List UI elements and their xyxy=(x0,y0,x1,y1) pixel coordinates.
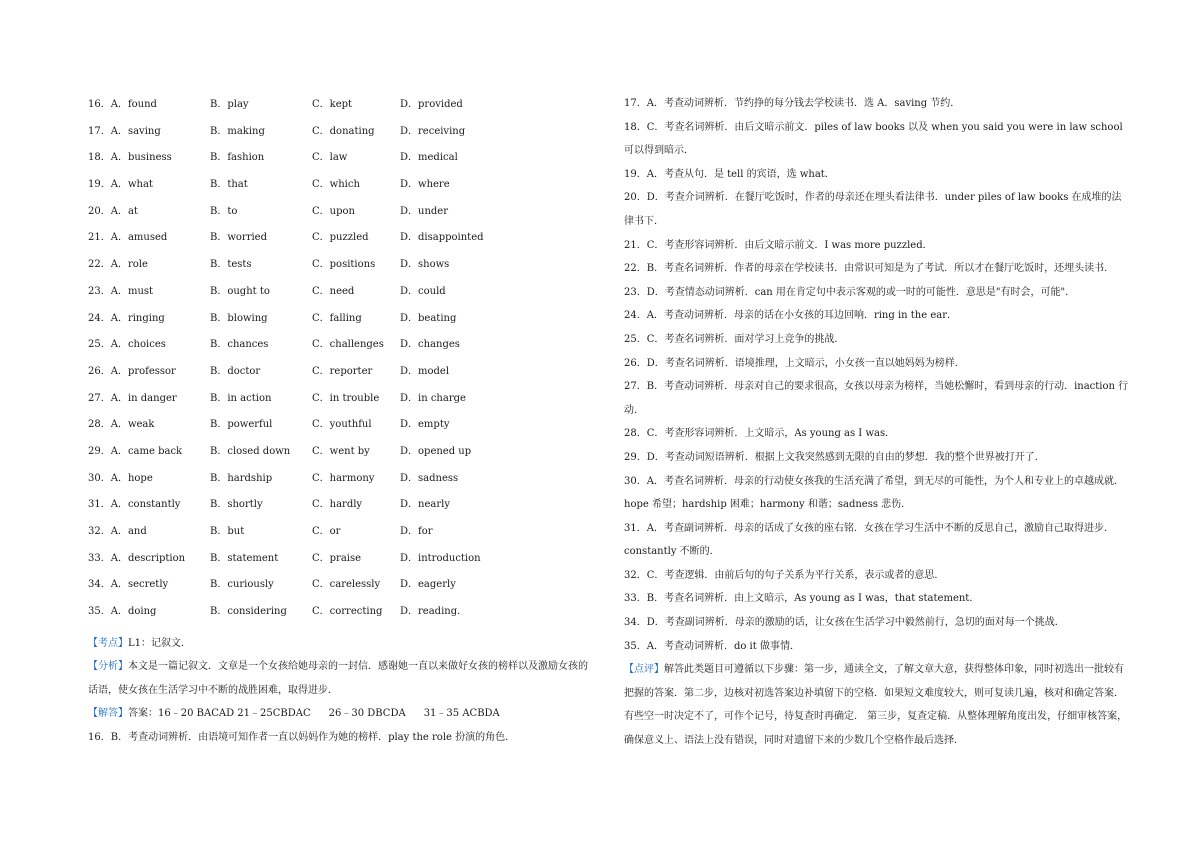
option-d: D．receiving xyxy=(400,125,466,137)
question-number: 16． xyxy=(88,99,111,110)
question-row xyxy=(88,306,588,333)
option-a xyxy=(88,412,154,439)
option-d: D．opened up xyxy=(400,445,472,457)
option-d: D．shows xyxy=(400,259,450,271)
explanation-item: 20．D．考查介词辨析．在餐厅吃饭时，作者的母亲还在埋头看法律书．under piles of law books 在成堆的法律书下． xyxy=(624,192,1122,227)
question-row xyxy=(88,225,588,252)
question-row xyxy=(88,519,588,546)
dianping-text: 解答此类题目可遵循以下步骤：第一步，通读全文，了解文章大意，获得整体印象，同时初选出一批较有把握的答案．第二步，边核对初选答案边补填留下的空格．如果短文难度较大，则可复读几遍，核对和确定答案．有些空一时决定不了，可作个记号，待复查时再确定． 第三步，复查定稿．从整体理解角度出发，仔细审核答案，确保意义上、语法上没有错误，同时对遗留下来的少数几个空格作最后选择． xyxy=(624,664,1128,747)
explanation-item: 21．C．考查形容词辨析．由后文暗示前文．I was more puzzled． xyxy=(624,239,933,251)
jieda-para xyxy=(88,702,588,726)
option-a-text: A．role xyxy=(110,259,148,271)
jieda-group-3: 31﹣35 ACBDA xyxy=(423,708,500,720)
option-a-text: A．professor xyxy=(110,365,176,377)
fenxi-para xyxy=(88,655,588,702)
question-number: 19． xyxy=(88,179,111,191)
option-a-text: A．ringing xyxy=(110,312,165,324)
question-number: 31． xyxy=(88,499,111,511)
option-c: C．falling xyxy=(312,312,362,324)
option-a-text: A．hope xyxy=(110,472,153,484)
option-b: B．blowing xyxy=(210,312,268,324)
explanation-item: 22．B．考查名词辨析．作者的母亲在学校读书．由常识可知是为了考试．所以才在餐厅吃饭时，还埋头读书． xyxy=(624,263,1115,275)
option-a xyxy=(88,359,176,386)
jieda-group-1: 16﹣20 BACAD 21﹣25CBDAC xyxy=(158,708,311,720)
explanation-item: 34．D．考查副词辨析．母亲的激励的话，让女孩在生活学习中毅然前行，急切的面对每一个挑战． xyxy=(624,617,1065,629)
option-b: B．statement xyxy=(210,552,279,564)
option-a-text: A．business xyxy=(110,152,172,164)
option-c: C．positions xyxy=(312,259,376,271)
question-row xyxy=(88,172,588,199)
explanation-item: 27．B．考查动词辨析．母亲对自己的要求很高，女孩以母亲为榜样，当她松懈时，看到母亲的行动．inaction 行动． xyxy=(624,381,1129,416)
option-d: D．empty xyxy=(400,419,450,431)
explanation-item: 17．A．考查动词辨析．节约挣的每分钱去学校读书．选 A．saving 节约． xyxy=(624,98,961,109)
explanation-item: 19．A．考查从句．是 tell 的宾语，选 what． xyxy=(624,168,835,180)
question-number: 27． xyxy=(88,392,111,404)
option-a xyxy=(88,466,153,493)
option-b: B．but xyxy=(210,526,245,537)
question-row xyxy=(88,279,588,306)
question-number: 32． xyxy=(88,526,111,537)
jieda-tag: 【解答】 xyxy=(88,708,128,720)
kaodian-text: L1：记叙文． xyxy=(128,637,192,649)
question-row xyxy=(88,466,588,493)
option-a xyxy=(88,119,161,146)
option-c: C．youthful xyxy=(312,419,372,431)
question-row xyxy=(88,412,588,439)
option-a xyxy=(88,386,177,413)
option-d: D．provided xyxy=(400,99,463,110)
explanation-item: 18．C．考查名词辨析．由后文暗示前文．piles of law books 以及 when you said you were in law school 可以得到暗示． xyxy=(624,121,1123,157)
question-number: 26． xyxy=(88,365,111,377)
option-d: D．under xyxy=(400,205,448,217)
option-b: B．hardship xyxy=(210,472,273,484)
option-a xyxy=(88,546,185,573)
question-number: 30． xyxy=(88,472,111,484)
dianping-tag: 【点评】 xyxy=(624,664,664,676)
explanation-item: 31．A．考查副词辨析．母亲的话成了女孩的座右铭．女孩在学习生活中不断的反思自己，激励自己取得进步．constantly 不断的． xyxy=(624,522,1114,558)
option-a-text: A．saving xyxy=(110,125,161,137)
option-b: B．chances xyxy=(210,339,269,351)
question-number: 17． xyxy=(88,125,111,137)
answer-section xyxy=(88,632,588,750)
option-a-text: A．secretly xyxy=(110,579,169,591)
explanation-item: 32．C．考查逻辑．由前后句的句子关系为平行关系，表示或者的意思． xyxy=(624,569,945,581)
option-c: C．in trouble xyxy=(312,392,380,404)
option-d: D．beating xyxy=(400,312,457,324)
question-row xyxy=(88,92,588,119)
explanation-item: 23．D．考查情态动词辨析．can 用在肯定句中表示客观的或一时的可能性．意思是"有时会，可能"． xyxy=(624,286,1076,298)
option-b: B．fashion xyxy=(210,152,265,164)
question-number: 20． xyxy=(88,205,111,217)
question-number: 24． xyxy=(88,312,111,324)
question-number: 34． xyxy=(88,579,111,591)
left-column xyxy=(88,92,588,749)
option-a xyxy=(88,519,147,546)
explanation-item: 30．A．考查名词辨析．母亲的行动使女孩我的生活充满了希望，到无尽的可能性，为个人和专业上的卓越成就．hope 希望；hardship 困难；harmony 和谐；sadness 悲伤． xyxy=(624,475,1124,511)
option-c: C．challenges xyxy=(312,339,384,351)
option-a-text: A．came back xyxy=(110,445,183,457)
option-b: B．making xyxy=(210,125,265,137)
question-number: 35． xyxy=(88,606,111,618)
jieda-group-2: 26﹣30 DBCDA xyxy=(328,708,406,720)
explanation-item: 35．A．考查动词辨析．do it 做事情． xyxy=(624,640,800,652)
question-number: 22． xyxy=(88,259,111,271)
option-a xyxy=(88,199,138,226)
question-row xyxy=(88,492,588,519)
explanation-item: 28．C．考查形容词辨析．上文暗示，As young as I was． xyxy=(624,428,896,440)
question-number: 23． xyxy=(88,285,111,297)
option-d: D．medical xyxy=(400,152,458,164)
question-number: 25． xyxy=(88,339,111,351)
option-a xyxy=(88,225,167,252)
option-d: D．sadness xyxy=(400,472,459,484)
option-a xyxy=(88,492,180,519)
option-d: D．model xyxy=(400,365,450,377)
option-a-text: A．weak xyxy=(110,419,155,431)
option-a xyxy=(88,279,153,306)
question-row xyxy=(88,119,588,146)
option-c: C．puzzled xyxy=(312,232,369,244)
right-column xyxy=(624,92,1129,753)
question-list xyxy=(88,92,588,626)
option-a xyxy=(88,332,166,359)
option-d: D．could xyxy=(400,285,446,297)
option-d: D．where xyxy=(400,179,450,191)
option-b: B．curiously xyxy=(210,579,274,591)
question-row xyxy=(88,439,588,466)
question-number: 33． xyxy=(88,552,111,564)
option-c: C．harmony xyxy=(312,472,375,484)
option-a-text: A．description xyxy=(110,552,186,564)
option-a-text: A．found xyxy=(110,99,157,110)
question-row xyxy=(88,199,588,226)
option-a-text: A．amused xyxy=(110,232,168,244)
question-row xyxy=(88,599,588,626)
option-b: B．play xyxy=(210,99,249,110)
question-row xyxy=(88,359,588,386)
question-number: 28． xyxy=(88,419,111,431)
option-a-text: A．choices xyxy=(110,339,166,351)
option-a xyxy=(88,439,182,466)
option-b: B．in action xyxy=(210,392,272,404)
option-a-text: A．must xyxy=(110,285,154,297)
question-row xyxy=(88,386,588,413)
option-d: D．in charge xyxy=(400,392,466,404)
option-c: C．reporter xyxy=(312,365,373,377)
option-d: D．nearly xyxy=(400,499,450,511)
option-a xyxy=(88,92,157,119)
option-c: C．donating xyxy=(312,125,375,137)
option-d: D．for xyxy=(400,526,433,537)
option-b: B．powerful xyxy=(210,419,273,431)
option-a-text: A．what xyxy=(110,179,153,191)
option-b: B．shortly xyxy=(210,499,263,511)
explanation-16: 16．B．考查动词辨析．由语境可知作者一直以妈妈作为她的榜样．play the role 扮演的角色． xyxy=(88,731,516,743)
option-b: B．considering xyxy=(210,606,287,618)
question-number: 29． xyxy=(88,445,111,457)
option-a-text: A．in danger xyxy=(110,392,177,404)
option-a-text: A．constantly xyxy=(110,499,181,511)
jieda-prefix: 答案： xyxy=(128,708,158,720)
question-row xyxy=(88,145,588,172)
option-b: B．ought to xyxy=(210,285,270,297)
option-b: B．to xyxy=(210,205,238,217)
explanation-item: 25．C．考查名词辨析．面对学习上竞争的挑战． xyxy=(624,333,845,345)
option-b: B．tests xyxy=(210,259,252,271)
explanation-item: 26．D．考查名词辨析．语境推理，上文暗示，小女孩一直以她妈妈为榜样． xyxy=(624,357,965,369)
option-d: D．disappointed xyxy=(400,232,484,244)
option-b: B．that xyxy=(210,179,248,191)
option-c: C．kept xyxy=(312,99,353,110)
option-c: C．carelessly xyxy=(312,579,381,591)
option-a-text: A．at xyxy=(110,205,138,217)
explanation-item: 33．B．考查名词辨析．由上文暗示，As young as I was，that statement． xyxy=(624,593,980,605)
option-c: C．which xyxy=(312,179,360,191)
option-a xyxy=(88,306,165,333)
fenxi-text: 本文是一篇记叙文．文章是一个女孩给她母亲的一封信．感谢她一直以来做好女孩的榜样以及激励女孩的话语，使女孩在生活学习中不断的战胜困难，取得进步． xyxy=(88,661,588,696)
question-number: 21． xyxy=(88,232,111,244)
option-c: C．need xyxy=(312,285,355,297)
option-c: C．upon xyxy=(312,205,355,217)
option-a xyxy=(88,572,168,599)
explanation-item: 29．D．考查动词短语辨析．根据上文我突然感到无限的自由的梦想．我的整个世界被打开了． xyxy=(624,451,1045,463)
question-row xyxy=(88,546,588,573)
option-c: C．or xyxy=(312,526,341,537)
option-b: B．closed down xyxy=(210,445,291,457)
question-row xyxy=(88,332,588,359)
option-c: C．went by xyxy=(312,445,370,457)
option-c: C．correcting xyxy=(312,606,383,618)
option-d: D．introduction xyxy=(400,552,481,564)
option-d: D．eagerly xyxy=(400,579,456,591)
option-b: B．doctor xyxy=(210,365,261,377)
option-a xyxy=(88,599,156,626)
explanation-item: 24．A．考查动词辨析．母亲的话在小女孩的耳边回响．ring in the ear． xyxy=(624,310,957,322)
option-c: C．hardly xyxy=(312,499,363,511)
kaodian-tag: 【考点】 xyxy=(88,637,128,649)
option-a xyxy=(88,172,153,199)
option-a xyxy=(88,145,172,172)
dianping-para xyxy=(624,658,1129,752)
explanation-list xyxy=(624,92,1129,658)
option-b: B．worried xyxy=(210,232,268,244)
option-a xyxy=(88,252,148,279)
option-d: D．changes xyxy=(400,339,460,351)
option-c: C．law xyxy=(312,152,348,164)
question-number: 18． xyxy=(88,152,111,164)
option-a-text: A．doing xyxy=(110,606,157,618)
option-a-text: A．and xyxy=(110,526,147,537)
question-row xyxy=(88,572,588,599)
option-d: D．reading． xyxy=(400,606,468,618)
option-c: C．praise xyxy=(312,552,362,564)
question-row xyxy=(88,252,588,279)
kaodian-para xyxy=(88,632,588,656)
fenxi-tag: 【分析】 xyxy=(88,661,128,673)
